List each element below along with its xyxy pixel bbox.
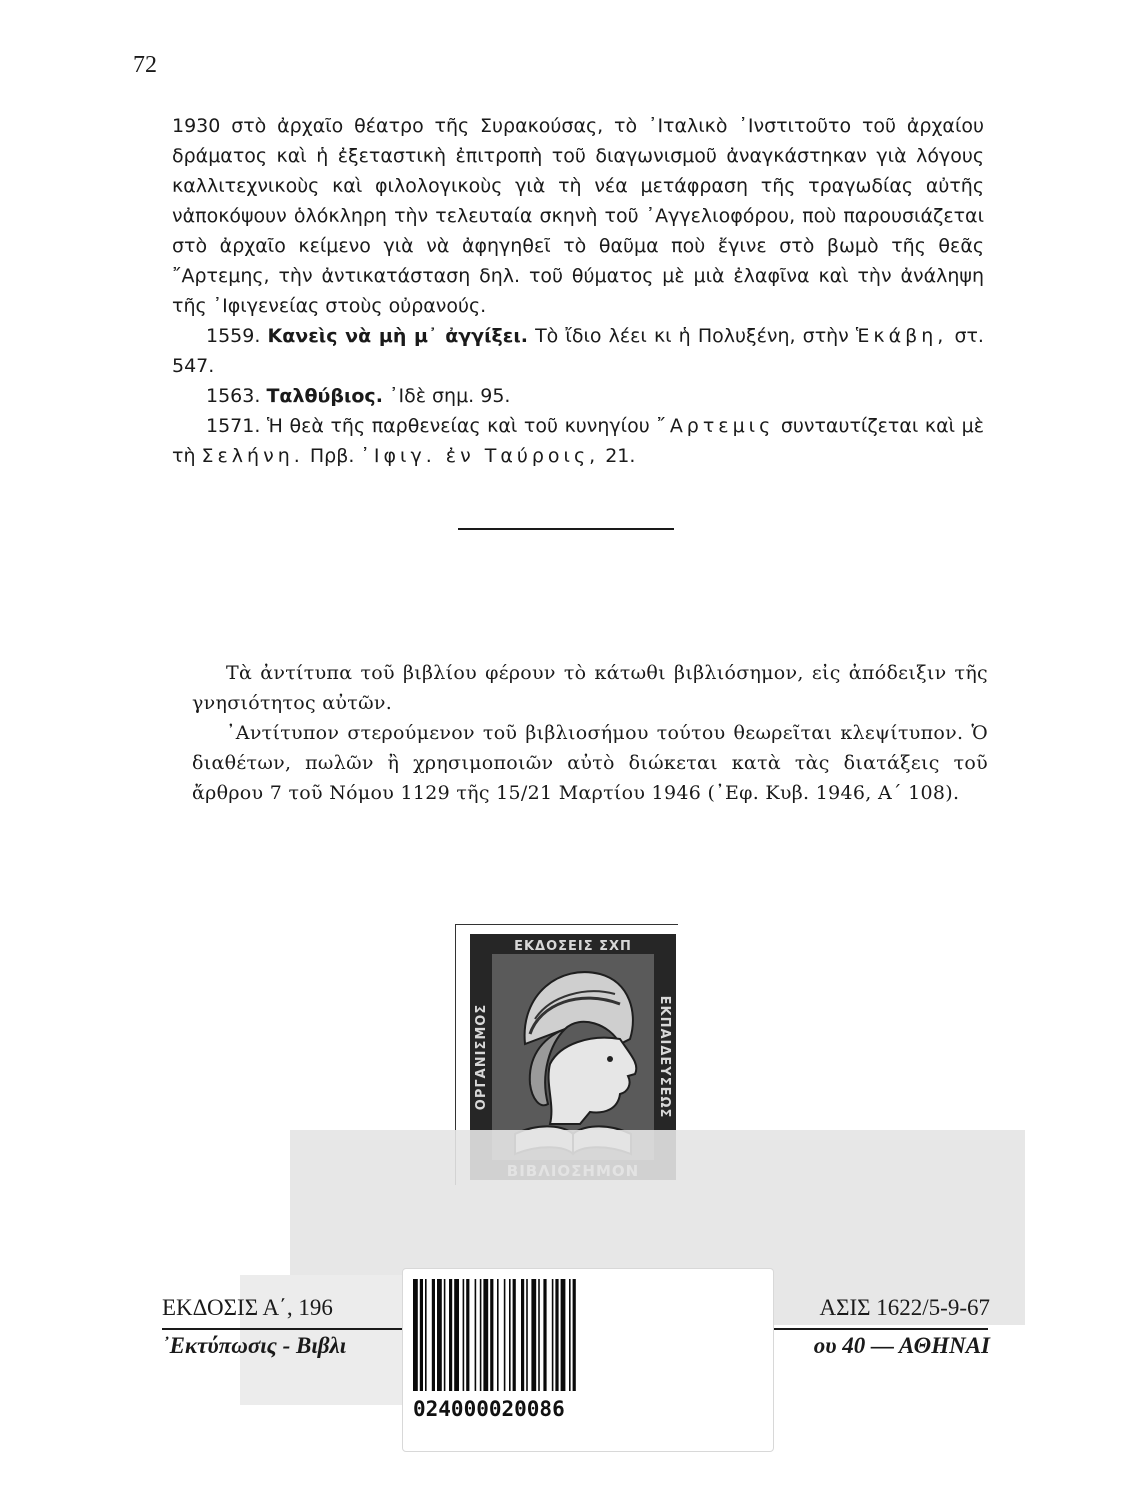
barcode-bar xyxy=(454,1279,459,1391)
section-divider xyxy=(458,528,674,530)
barcode-bar xyxy=(420,1279,423,1391)
note-number: 1563. xyxy=(206,385,261,407)
barcode-bar xyxy=(449,1279,452,1391)
note-spaced-title: Ἑκάβη, xyxy=(855,325,948,347)
barcode-bar xyxy=(475,1279,477,1391)
barcode-bar xyxy=(509,1279,511,1391)
barcode-bar xyxy=(437,1279,442,1391)
barcode-bar xyxy=(497,1279,499,1391)
note-1559 xyxy=(172,321,984,381)
notice-paragraph-1: Τὰ ἀντίτυπα τοῦ βιβλίου φέρουν τὸ κάτωθι βιβλιόσημον, εἰς ἀπόδειξιν τῆς γνησιότητος αὐτῶν. xyxy=(192,662,988,714)
barcode-bar xyxy=(483,1279,488,1391)
barcode-bar xyxy=(531,1279,536,1391)
barcode-bar xyxy=(513,1279,516,1391)
barcode-bar xyxy=(413,1279,418,1391)
note-text: Πρβ. xyxy=(309,445,355,467)
barcode-bar xyxy=(466,1279,469,1391)
barcode-bar xyxy=(504,1279,506,1391)
note-continuation: 1930 στὸ ἀρχαῖο θέατρο τῆς Συρακούσας, τὸ ᾿Ιταλικὸ ᾿Ινστιτοῦτο τοῦ ἀρχαίου δράματος καὶ ἡ ἐξεταστικὴ ἐπιτροπὴ τοῦ διαγωνισμοῦ ἀναγκάστηκαν γιὰ λόγους καλλιτεχνικοὺς καὶ φιλολογικοὺς γιὰ τὴ νέα μετάφραση τῆς τραγωδίας αὐτῆς νἀποκόψουν ὁλόκληρη τὴν τελευταία σκηνὴ τοῦ ᾿Αγγελιοφόρου, ποὺ παρουσιάζεται στὸ ἀρχαῖο κείμενο γιὰ νὰ ἀφηγηθεῖ τὸ θαῦμα ποὺ ἔγινε στὸ βωμὸ τῆς θεᾶς ῎Αρτεμης, τὴν ἀντικατάσταση δηλ. τοῦ θύματος μὲ μιὰ ἐλαφῖνα καὶ τὴν ἀνάληψη τῆς ᾿Ιφιγενείας στοὺς οὐρανούς. xyxy=(172,115,984,317)
note-reference: 21. xyxy=(605,445,636,467)
note-1571 xyxy=(172,411,984,471)
note-spaced-title: ᾿Ιφιγ. ἐν Ταύροις, xyxy=(360,445,600,467)
barcode-bar xyxy=(490,1279,493,1391)
note-reference: στ. 547. xyxy=(172,325,984,377)
edition-right: ΑΣΙΣ 1622/5-9-67 xyxy=(819,1295,990,1320)
stamp-top-text: ΕΚΔΟΣΕΙΣ ΣΧΠ xyxy=(514,939,632,954)
barcode-bar xyxy=(425,1279,427,1391)
barcode-bar xyxy=(463,1279,465,1391)
note-text: ᾿Ιδὲ σημ. 95. xyxy=(388,385,511,407)
notice-paragraph-2: ᾿Αντίτυπον στερούμενον τοῦ βιβλιοσήμου τούτου θεωρεῖται κλεψίτυπον. Ὁ διαθέτων, πωλῶν ἢ χρησιμοποιῶν αὐτὸ διώκεται κατὰ τὰς διατάξεις τοῦ ἄρθρου 7 τοῦ Νόμου 1129 τῆς 15/21 Μαρτίου 1946 (᾿Εφ. Κυβ. 1946, Α΄ 108). xyxy=(192,722,988,804)
barcode-bar xyxy=(555,1279,558,1391)
note-number: 1559. xyxy=(206,325,261,347)
barcode-bar xyxy=(538,1279,540,1391)
barcode-bar xyxy=(569,1279,571,1391)
note-number: 1571. xyxy=(206,415,261,437)
printer-right: ου 40 — ΑΘΗΝΑΙ xyxy=(813,1333,990,1358)
page-number: 72 xyxy=(133,52,157,78)
barcode-bar xyxy=(432,1279,435,1391)
copyright-notice xyxy=(192,658,988,808)
stamp-left-text: ΟΡΓΑΝΙΣΜΟΣ xyxy=(474,1003,489,1111)
note-lemma: Κανεὶς νὰ μὴ μ᾿ ἀγγίξει. xyxy=(267,325,528,347)
barcode-bars xyxy=(413,1279,628,1397)
printer-left: ᾿Εκτύπωσις - Βιβλι xyxy=(162,1333,347,1358)
barcode-bar xyxy=(543,1279,546,1391)
note-text: Τὸ ἴδιο λέει κι ἡ Πολυξένη, στὴν xyxy=(535,325,849,347)
note-text: Ἡ θεὰ τῆς παρθενείας καὶ τοῦ κυνηγίου xyxy=(267,415,650,437)
note-lemma: Ταλθύβιος. xyxy=(266,385,383,407)
barcode-bar xyxy=(561,1279,566,1391)
barcode-sticker xyxy=(402,1268,774,1452)
edition-left: ΕΚΔΟΣΙΣ Α΄, 196 xyxy=(162,1295,333,1320)
barcode-number: 024000020086 xyxy=(413,1397,565,1421)
barcode-bar xyxy=(444,1279,446,1391)
note-spaced-name: Σελήνη. xyxy=(201,445,304,467)
note-1563 xyxy=(172,381,984,411)
stamp-right-text: ΕΚΠΑΙΔΕΥΣΕΩΣ xyxy=(657,995,672,1119)
barcode-bar xyxy=(552,1279,554,1391)
barcode-bar xyxy=(573,1279,576,1391)
barcode-bar xyxy=(521,1279,524,1391)
note-spaced-name: ῎Αρτεμις xyxy=(656,415,775,437)
commentary-notes xyxy=(172,111,984,471)
barcode-bar xyxy=(526,1279,528,1391)
note-text: συνταυτίζεται καὶ μὲ τὴ xyxy=(172,415,985,467)
barcode-bar xyxy=(480,1279,482,1391)
